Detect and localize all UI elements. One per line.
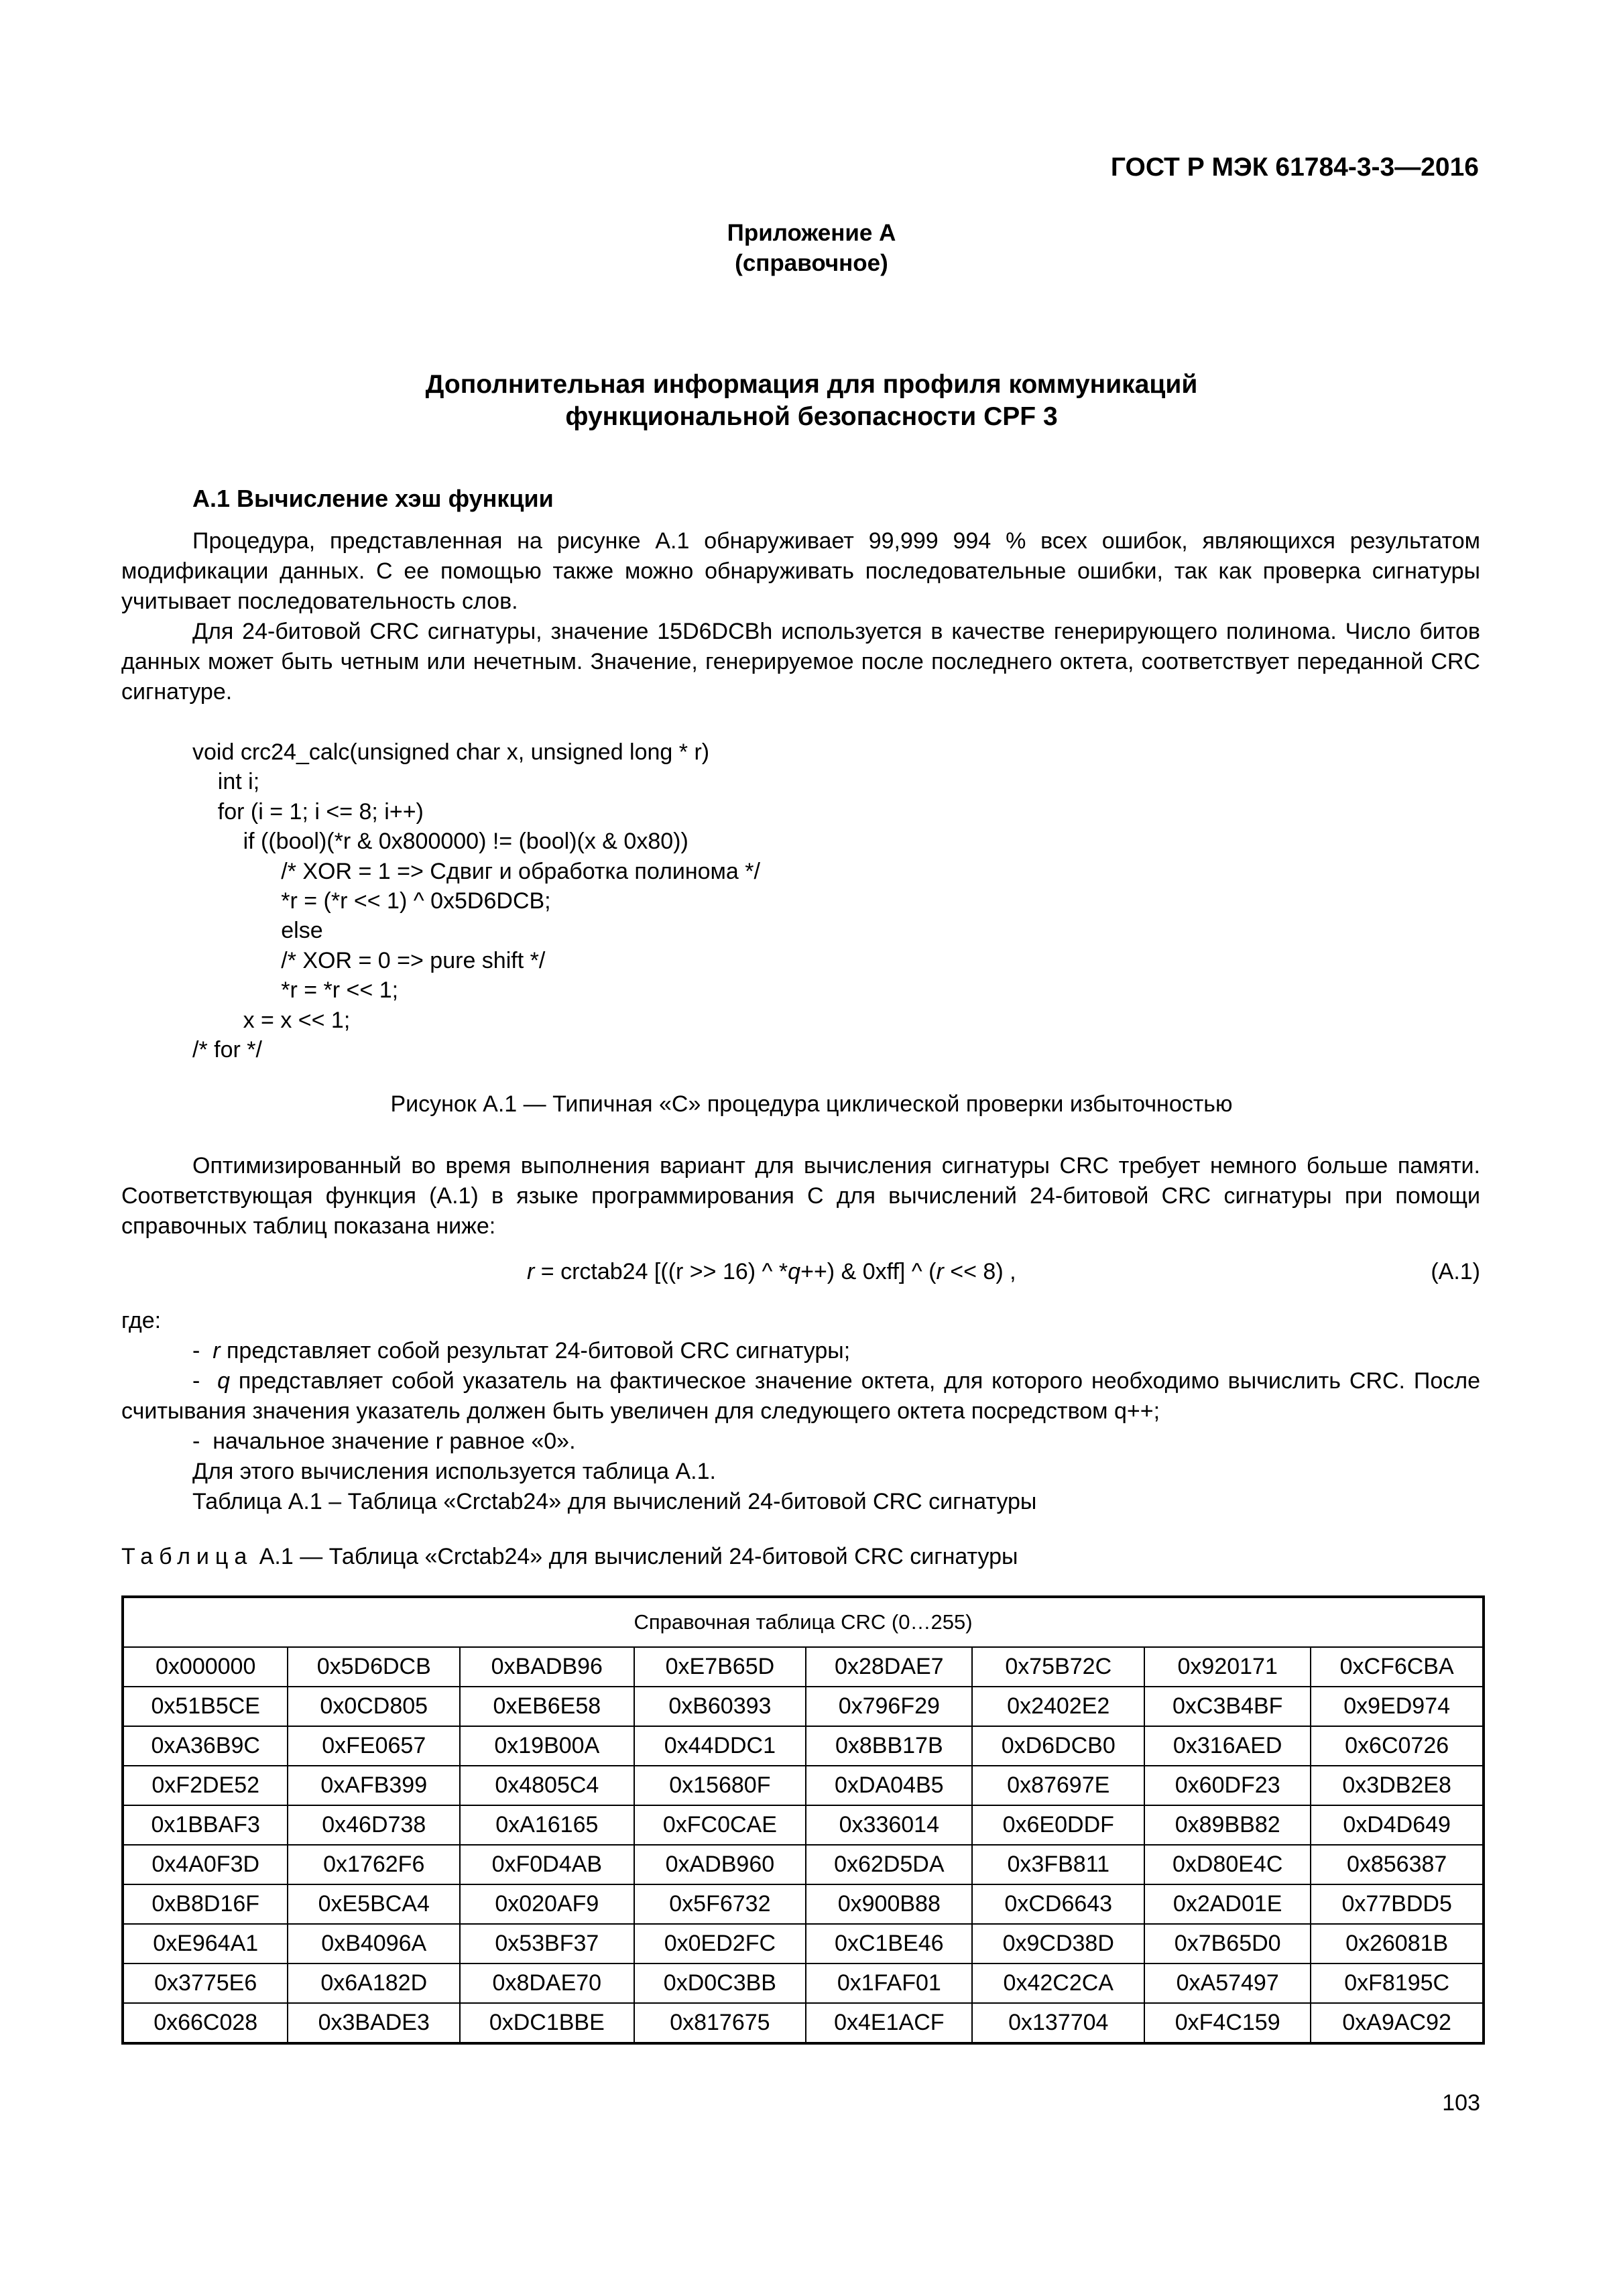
table-cell: 0x000000 [123, 1647, 288, 1687]
table-cell: 0x62D5DA [806, 1845, 972, 1884]
optimization-paragraph [121, 1151, 1480, 1242]
where-item-initial: - начальное значение r равное «0». [192, 1429, 576, 1454]
table-cell: 0x3BADE3 [288, 2003, 460, 2043]
code-line: int i; [192, 769, 260, 795]
table-title: Таблица А.1 — Таблица «Crctab24» для вычислений 24-битовой CRC сигнатуры [121, 1544, 1018, 1569]
table-cell: 0x46D738 [288, 1805, 460, 1845]
table-cell: 0xA9AC92 [1311, 2003, 1483, 2043]
main-title-line1: Дополнительная информация для профиля коммуникаций [425, 370, 1198, 399]
paragraph: Процедура, представленная на рисунке А.1 обнаруживает 99,999 994 % всех ошибок, являющихся результатом модификации данных. С ее помощью также можно обнаруживать последовательные ошибки, так как проверка сигнатуры учитывает последовательность слов. [121, 528, 1480, 614]
table-row [123, 1884, 1483, 1924]
table-cell: 0x75B72C [972, 1647, 1144, 1687]
table-cell: 0x60DF23 [1144, 1766, 1311, 1805]
main-title-line2: функциональной безопасности CPF 3 [565, 402, 1058, 431]
table-cell: 0xFC0CAE [634, 1805, 806, 1845]
table-cell: 0xADB960 [634, 1845, 806, 1884]
table-cell: 0x6C0726 [1311, 1726, 1483, 1766]
table-row [123, 1924, 1483, 1963]
table-cell: 0xE7B65D [634, 1647, 806, 1687]
table-cell: 0xE5BCA4 [288, 1884, 460, 1924]
table-cell: 0x15680F [634, 1766, 806, 1805]
code-line: else [192, 918, 323, 944]
table-cell: 0x2AD01E [1144, 1884, 1311, 1924]
table-cell: 0x7B65D0 [1144, 1924, 1311, 1963]
table-cell: 0xBADB96 [460, 1647, 634, 1687]
code-listing [192, 737, 760, 1065]
table-cell: 0x77BDD5 [1311, 1884, 1483, 1924]
code-line: *r = *r << 1; [192, 977, 399, 1004]
table-cell: 0x44DDC1 [634, 1726, 806, 1766]
crc-table-header: Справочная таблица CRC (0…255) [123, 1597, 1483, 1647]
table-cell: 0xC1BE46 [806, 1924, 972, 1963]
table-cell: 0x3DB2E8 [1311, 1766, 1483, 1805]
table-row [123, 1687, 1483, 1726]
annex-title: Приложение А [727, 220, 896, 246]
table-row [123, 1805, 1483, 1845]
table-cell: 0x9ED974 [1311, 1687, 1483, 1726]
table-cell: 0x19B00A [460, 1726, 634, 1766]
table-cell: 0xD4D649 [1311, 1805, 1483, 1845]
table-cell: 0x8BB17B [806, 1726, 972, 1766]
table-cell: 0xCD6643 [972, 1884, 1144, 1924]
table-cell: 0x1FAF01 [806, 1963, 972, 2003]
table-cell: 0xF2DE52 [123, 1766, 288, 1805]
table-row [123, 1963, 1483, 2003]
table-cell: 0xB60393 [634, 1687, 806, 1726]
table-cell: 0xF0D4AB [460, 1845, 634, 1884]
formula-expression: r = crctab24 [((r >> 16) ^ *q++) & 0xff] ^ (r << 8) , [527, 1259, 1016, 1284]
code-line: for (i = 1; i <= 8; i++) [192, 798, 424, 825]
table-cell: 0x26081B [1311, 1924, 1483, 1963]
table-cell: 0x53BF37 [460, 1924, 634, 1963]
formula-number: (А.1) [1431, 1259, 1480, 1284]
table-row [123, 1766, 1483, 1805]
table-cell: 0x856387 [1311, 1845, 1483, 1884]
code-line: void crc24_calc(unsigned char x, unsigned long * r) [192, 739, 710, 765]
annex-type: (справочное) [735, 250, 888, 276]
code-line: /* XOR = 0 => pure shift */ [192, 947, 546, 973]
table-cell: 0x89BB82 [1144, 1805, 1311, 1845]
table-cell: 0xFE0657 [288, 1726, 460, 1766]
table-cell: 0xD80E4C [1144, 1845, 1311, 1884]
table-cell: 0xD0C3BB [634, 1963, 806, 2003]
table-cell: 0x0CD805 [288, 1687, 460, 1726]
table-cell: 0x2402E2 [972, 1687, 1144, 1726]
table-cell: 0x3FB811 [972, 1845, 1144, 1884]
table-cell: 0x316AED [1144, 1726, 1311, 1766]
table-row [123, 1647, 1483, 1687]
table-cell: 0x66C028 [123, 2003, 288, 2043]
code-line: /* XOR = 1 => Сдвиг и обработка полинома */ [192, 858, 760, 884]
paragraph: Оптимизированный во время выполнения вариант для вычисления сигнатуры CRC требует немного больше памяти. Соответствующая функция (А.1) в языке программирования С для вычислений 24-битовой CRC сигнатуры при помощи справочных таблиц показана ниже: [121, 1153, 1480, 1239]
table-cell: 0x817675 [634, 2003, 806, 2043]
where-block [121, 1306, 1480, 1517]
table-cell: 0x0ED2FC [634, 1924, 806, 1963]
code-line: /* for */ [192, 1037, 262, 1063]
table-cell: 0x3775E6 [123, 1963, 288, 2003]
table-cell: 0xA16165 [460, 1805, 634, 1845]
table-cell: 0xF8195C [1311, 1963, 1483, 2003]
intro-paragraphs [121, 526, 1480, 707]
table-cell: 0x8DAE70 [460, 1963, 634, 2003]
where-item-r: - r представляет собой результат 24-битовой CRC сигнатуры; [192, 1338, 851, 1364]
table-cell: 0x4E1ACF [806, 2003, 972, 2043]
table-cell: 0xE964A1 [123, 1924, 288, 1963]
table-cell: 0xD6DCB0 [972, 1726, 1144, 1766]
table-cell: 0x5D6DCB [288, 1647, 460, 1687]
table-cell: 0x6A182D [288, 1963, 460, 2003]
table-cell: 0xCF6CBA [1311, 1647, 1483, 1687]
main-title [0, 369, 1623, 433]
table-cell: 0xDA04B5 [806, 1766, 972, 1805]
table-cell: 0x42C2CA [972, 1963, 1144, 2003]
where-table-ref: Таблица А.1 – Таблица «Crctab24» для вычислений 24-битовой CRC сигнатуры [192, 1489, 1037, 1514]
code-line: *r = (*r << 1) ^ 0x5D6DCB; [192, 888, 551, 914]
code-line: if ((bool)(*r & 0x800000) != (bool)(x & 0x80)) [192, 829, 688, 855]
paragraph: Для 24-битовой CRC сигнатуры, значение 15D6DCBh используется в качестве генерирующего полинома. Число битов данных может быть четным или нечетным. Значение, генерируемое после последнего октета, соответствует переданной CRC сигнатуре. [121, 619, 1480, 705]
table-cell: 0x920171 [1144, 1647, 1311, 1687]
table-cell: 0xDC1BBE [460, 2003, 634, 2043]
figure-caption: Рисунок А.1 — Типичная «С» процедура циклической проверки избыточностью [390, 1091, 1233, 1117]
page-number: 103 [1442, 2090, 1480, 2116]
where-item-q: - q представляет собой указатель на фактическое значение октета, для которого необходимо вычислить CRC. После считывания значения указатель должен быть увеличен для следующего октета посредством q++; [121, 1368, 1480, 1424]
table-cell: 0x87697E [972, 1766, 1144, 1805]
crc-table [121, 1595, 1485, 2045]
table-row [123, 2003, 1483, 2043]
table-cell: 0x5F6732 [634, 1884, 806, 1924]
table-cell: 0xA57497 [1144, 1963, 1311, 2003]
table-cell: 0x796F29 [806, 1687, 972, 1726]
table-cell: 0x6E0DDF [972, 1805, 1144, 1845]
table-cell: 0x1762F6 [288, 1845, 460, 1884]
table-cell: 0xC3B4BF [1144, 1687, 1311, 1726]
table-cell: 0xB4096A [288, 1924, 460, 1963]
table-cell: 0xA36B9C [123, 1726, 288, 1766]
annex-heading [0, 218, 1623, 278]
table-cell: 0xB8D16F [123, 1884, 288, 1924]
table-cell: 0x4A0F3D [123, 1845, 288, 1884]
table-row [123, 1845, 1483, 1884]
standard-header: ГОСТ Р МЭК 61784-3-3—2016 [1110, 153, 1479, 182]
code-line: x = x << 1; [192, 1007, 351, 1033]
table-cell: 0x1BBAF3 [123, 1805, 288, 1845]
table-cell: 0x020AF9 [460, 1884, 634, 1924]
table-cell: 0x4805C4 [460, 1766, 634, 1805]
table-cell: 0x28DAE7 [806, 1647, 972, 1687]
table-cell: 0x137704 [972, 2003, 1144, 2043]
table-cell: 0xAFB399 [288, 1766, 460, 1805]
where-label: где: [121, 1308, 162, 1333]
table-cell: 0xEB6E58 [460, 1687, 634, 1726]
where-note: Для этого вычисления используется таблица А.1. [192, 1459, 716, 1484]
table-cell: 0x336014 [806, 1805, 972, 1845]
table-cell: 0x51B5CE [123, 1687, 288, 1726]
section-heading: А.1 Вычисление хэш функции [192, 485, 554, 512]
table-cell: 0xF4C159 [1144, 2003, 1311, 2043]
table-row [123, 1726, 1483, 1766]
table-cell: 0x900B88 [806, 1884, 972, 1924]
table-cell: 0x9CD38D [972, 1924, 1144, 1963]
